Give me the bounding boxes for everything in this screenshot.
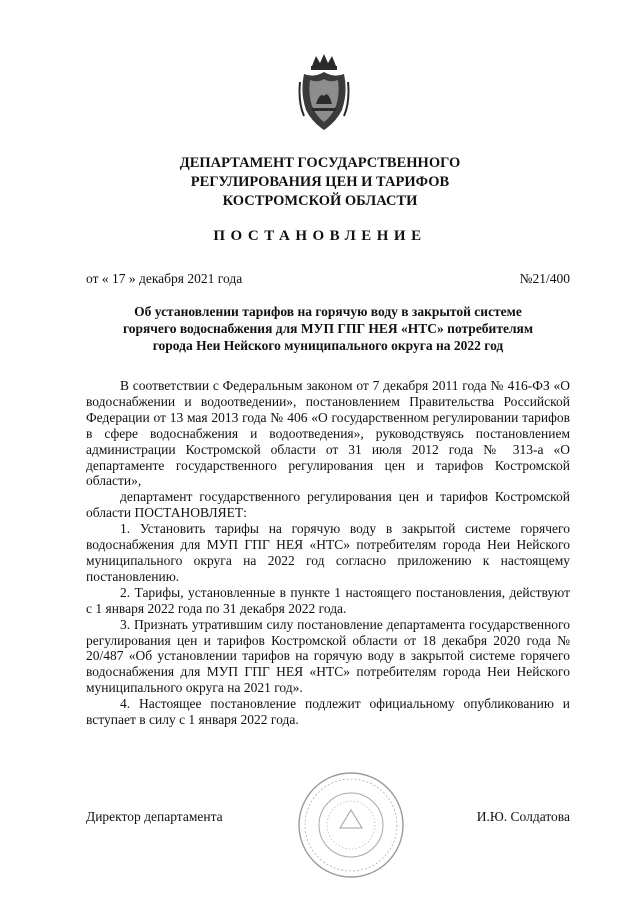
document-subject [86, 303, 570, 354]
clause-2: 2. Тарифы, установленные в пункте 1 настоящего постановления, действуют с 1 января 2022 года по 31 декабря 2022 года. [86, 584, 570, 616]
department-title [0, 154, 640, 211]
department-title-line: ДЕПАРТАМЕНТ ГОСУДАРСТВЕННОГО [179, 155, 461, 171]
clause-1: 1. Установить тарифы на горячую воду в закрытой системе горячего водоснабжения для МУП ГПГ НЕЯ «НТС» потребителям города Неи Нейского муниципального округа на 2022 год согласно приложению к настоящему постановлению. [86, 521, 570, 584]
signatory-name: И.Ю. Солдатова [476, 809, 570, 824]
official-seal-icon [296, 770, 406, 880]
document-body [86, 378, 570, 728]
preamble-paragraph: В соответствии с Федеральным законом от 7 декабря 2011 года № 416-ФЗ «О водоснабжении и водоотведении», постановлением Правительства Российской Федерации от 13 мая 2013 года № 406 «О государственном регулировании тарифов в сфере водоснабжения и водоотведения», руководствуясь постановлением администрации Костромской области от 31 июля 2012 года № 313-а «О департаменте государственного регулирования цен и тарифов Костромской области», [86, 378, 570, 489]
subject-line: горячего водоснабжения для МУП ГПГ НЕЯ «НТС» потребителям [122, 321, 534, 336]
signatory-position: Директор департамента [86, 809, 223, 824]
subject-line: Об установлении тарифов на горячую воду в закрытой системе [134, 304, 522, 319]
clause-4: 4. Настоящее постановление подлежит официальному опубликованию и вступает в силу с 1 января 2022 года. [86, 696, 570, 728]
resolution-paragraph: департамент государственного регулирования цен и тарифов Костромской области ПОСТАНОВЛЯЕТ: [86, 489, 570, 521]
document-date: от « 17 » декабря 2021 года [86, 271, 243, 286]
department-title-line: КОСТРОМСКОЙ ОБЛАСТИ [222, 193, 418, 209]
subject-line: города Неи Нейского муниципального округа на 2022 год [152, 338, 504, 353]
document-number: №21/400 [519, 271, 570, 286]
document-type-heading: ПОСТАНОВЛЕНИЕ [213, 228, 427, 244]
signature-block [86, 809, 570, 825]
date-number-line [86, 271, 570, 287]
department-title-line: РЕГУЛИРОВАНИЯ ЦЕН И ТАРИФОВ [190, 174, 450, 190]
coat-of-arms-icon [298, 52, 350, 134]
clause-3: 3. Признать утратившим силу постановление департамента государственного регулирования цен и тарифов Костромской области от 18 декабря 2020 года № 20/487 «Об установлении тарифов на горячую воду в закрытой системе горячего водоснабжения для МУП ГПГ НЕЯ «НТС» потребителям города Неи Нейского муниципального округа на 2021 год». [86, 616, 570, 696]
